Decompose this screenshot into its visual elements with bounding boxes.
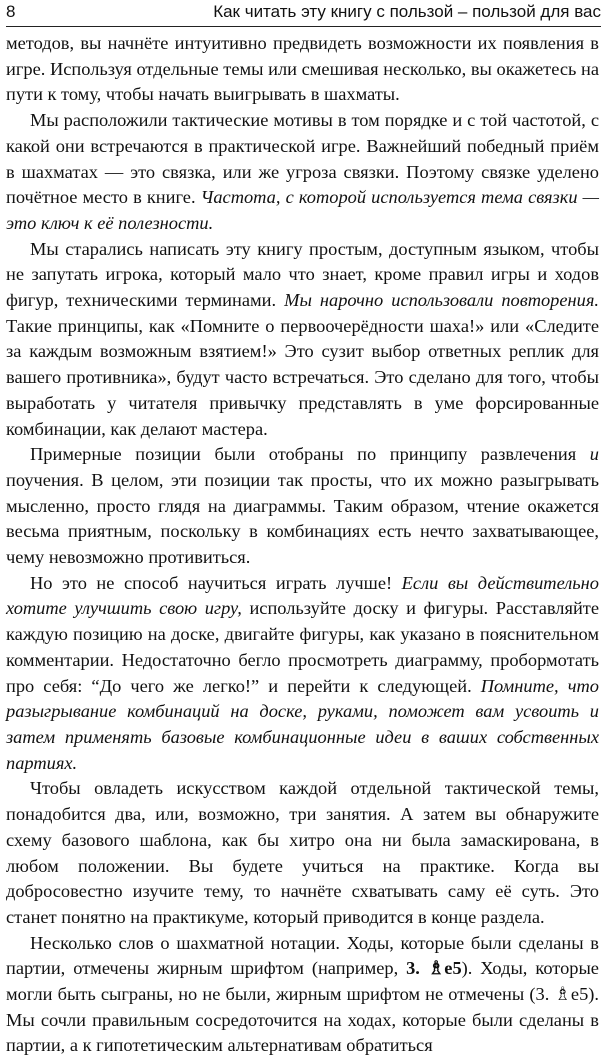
paragraph [6,108,599,237]
text-run: Чтобы овладеть искусством каждой отдельной тактической темы, понадобится два, или, возможно, три занятия. А затем вы обнаружите схему базового шаблона, как бы хитро она ни была замаскирована, в любом положении. Вы будете учиться на практике. Когда вы добросовестно изучите тему, то начнёте схватывать саму её суть. Это станет понятно на практикуме, который приводится в конце раздела. [6,778,599,927]
text-run: Примерные позиции были отобраны по принципу развлечения [30,444,590,465]
italic-text: Если вы действительно хотите улучшить свою игру, [6,572,599,619]
page-number: 8 [6,2,16,21]
text-run: Мы расположили тактические мотивы в том порядке и с той частотой, с какой они встречаются в практической игре. Важнейший победный приём в шахматах — это связка, или же угроза связки. Поэтому связке уделено почётное место в книге. [6,110,599,208]
paragraph [6,571,599,777]
text-run: используйте доску и фигуры. Расставляйте каждую позицию на доске, двигайте фигуры, как указано в пояснительном комментарии. Недостаточно бегло просмотреть диаграмму, пробормотать про себя: “До чего же легко!” и перейти к следующей. [6,598,599,696]
italic-text: Помните, что разыгрывание комбинаций на доске, руками, поможет вам усвоить и затем применять базовые комбинационные идеи в ваших собственных партиях. [6,675,599,773]
paragraph [6,442,599,571]
text-run: Несколько слов о шахматной нотации. Ходы, которые были сделаны в партии, отмечены жирным шрифтом (например, [6,932,599,979]
text-run: Мы старались написать эту книгу простым, доступным языком, чтобы не запутать игрока, который мало что знает, кроме правил игры и ходов фигур, техническими терминами. [6,238,599,311]
page-header [6,0,601,27]
italic-text: Частота, с которой используется тема связки — это ключ к её полезности. [6,187,599,233]
italic-text: и [589,444,599,465]
text-run: Такие принципы, как «Помните о первоочерёдности шаха!» или «Следите за каждым возможным взятием!» Это сузит выбор ответных реплик для вашего противника», будут часто встречаться. Это сделано для того, чтобы выработать у читателя привычку представлять в уме форсированные комбинации, как делают мастера. [6,315,599,439]
body-text [6,31,599,1059]
running-title: Как читать эту книгу с пользой – пользой для вас [213,2,601,21]
text-run: ). Ходы, которые могли быть сыграны, но не были, жирным шрифтом не отмечены (3. ♗e5). Мы сочли правильным сосредоточится на ходах, которые были сделаны в партии, а к гипотетическим альтернативам обратиться [6,958,599,1056]
paragraph [6,931,599,1059]
text-run: поучения. В целом, эти позиции так просты, что их можно разыгрывать мысленно, просто глядя на диаграммы. Таким образом, чтение окажется весьма приятным, поскольку в комбинациях есть нечто захватывающее, чему невозможно противиться. [6,469,599,568]
paragraph [6,237,599,443]
text-run: Но это не способ научиться играть лучше! [30,572,402,593]
italic-text: Мы нарочно использовали повторения. [284,290,599,311]
bold-text: 3. ♗e5 [406,958,462,979]
paragraph [6,776,599,930]
paragraph [6,31,599,108]
text-run: методов, вы начнёте интуитивно предвидеть возможности их появления в игре. Используя отдельные темы или смешивая несколько, вы окажетесь на пути к тому, чтобы начать выигрывать в шахматы. [6,33,599,105]
